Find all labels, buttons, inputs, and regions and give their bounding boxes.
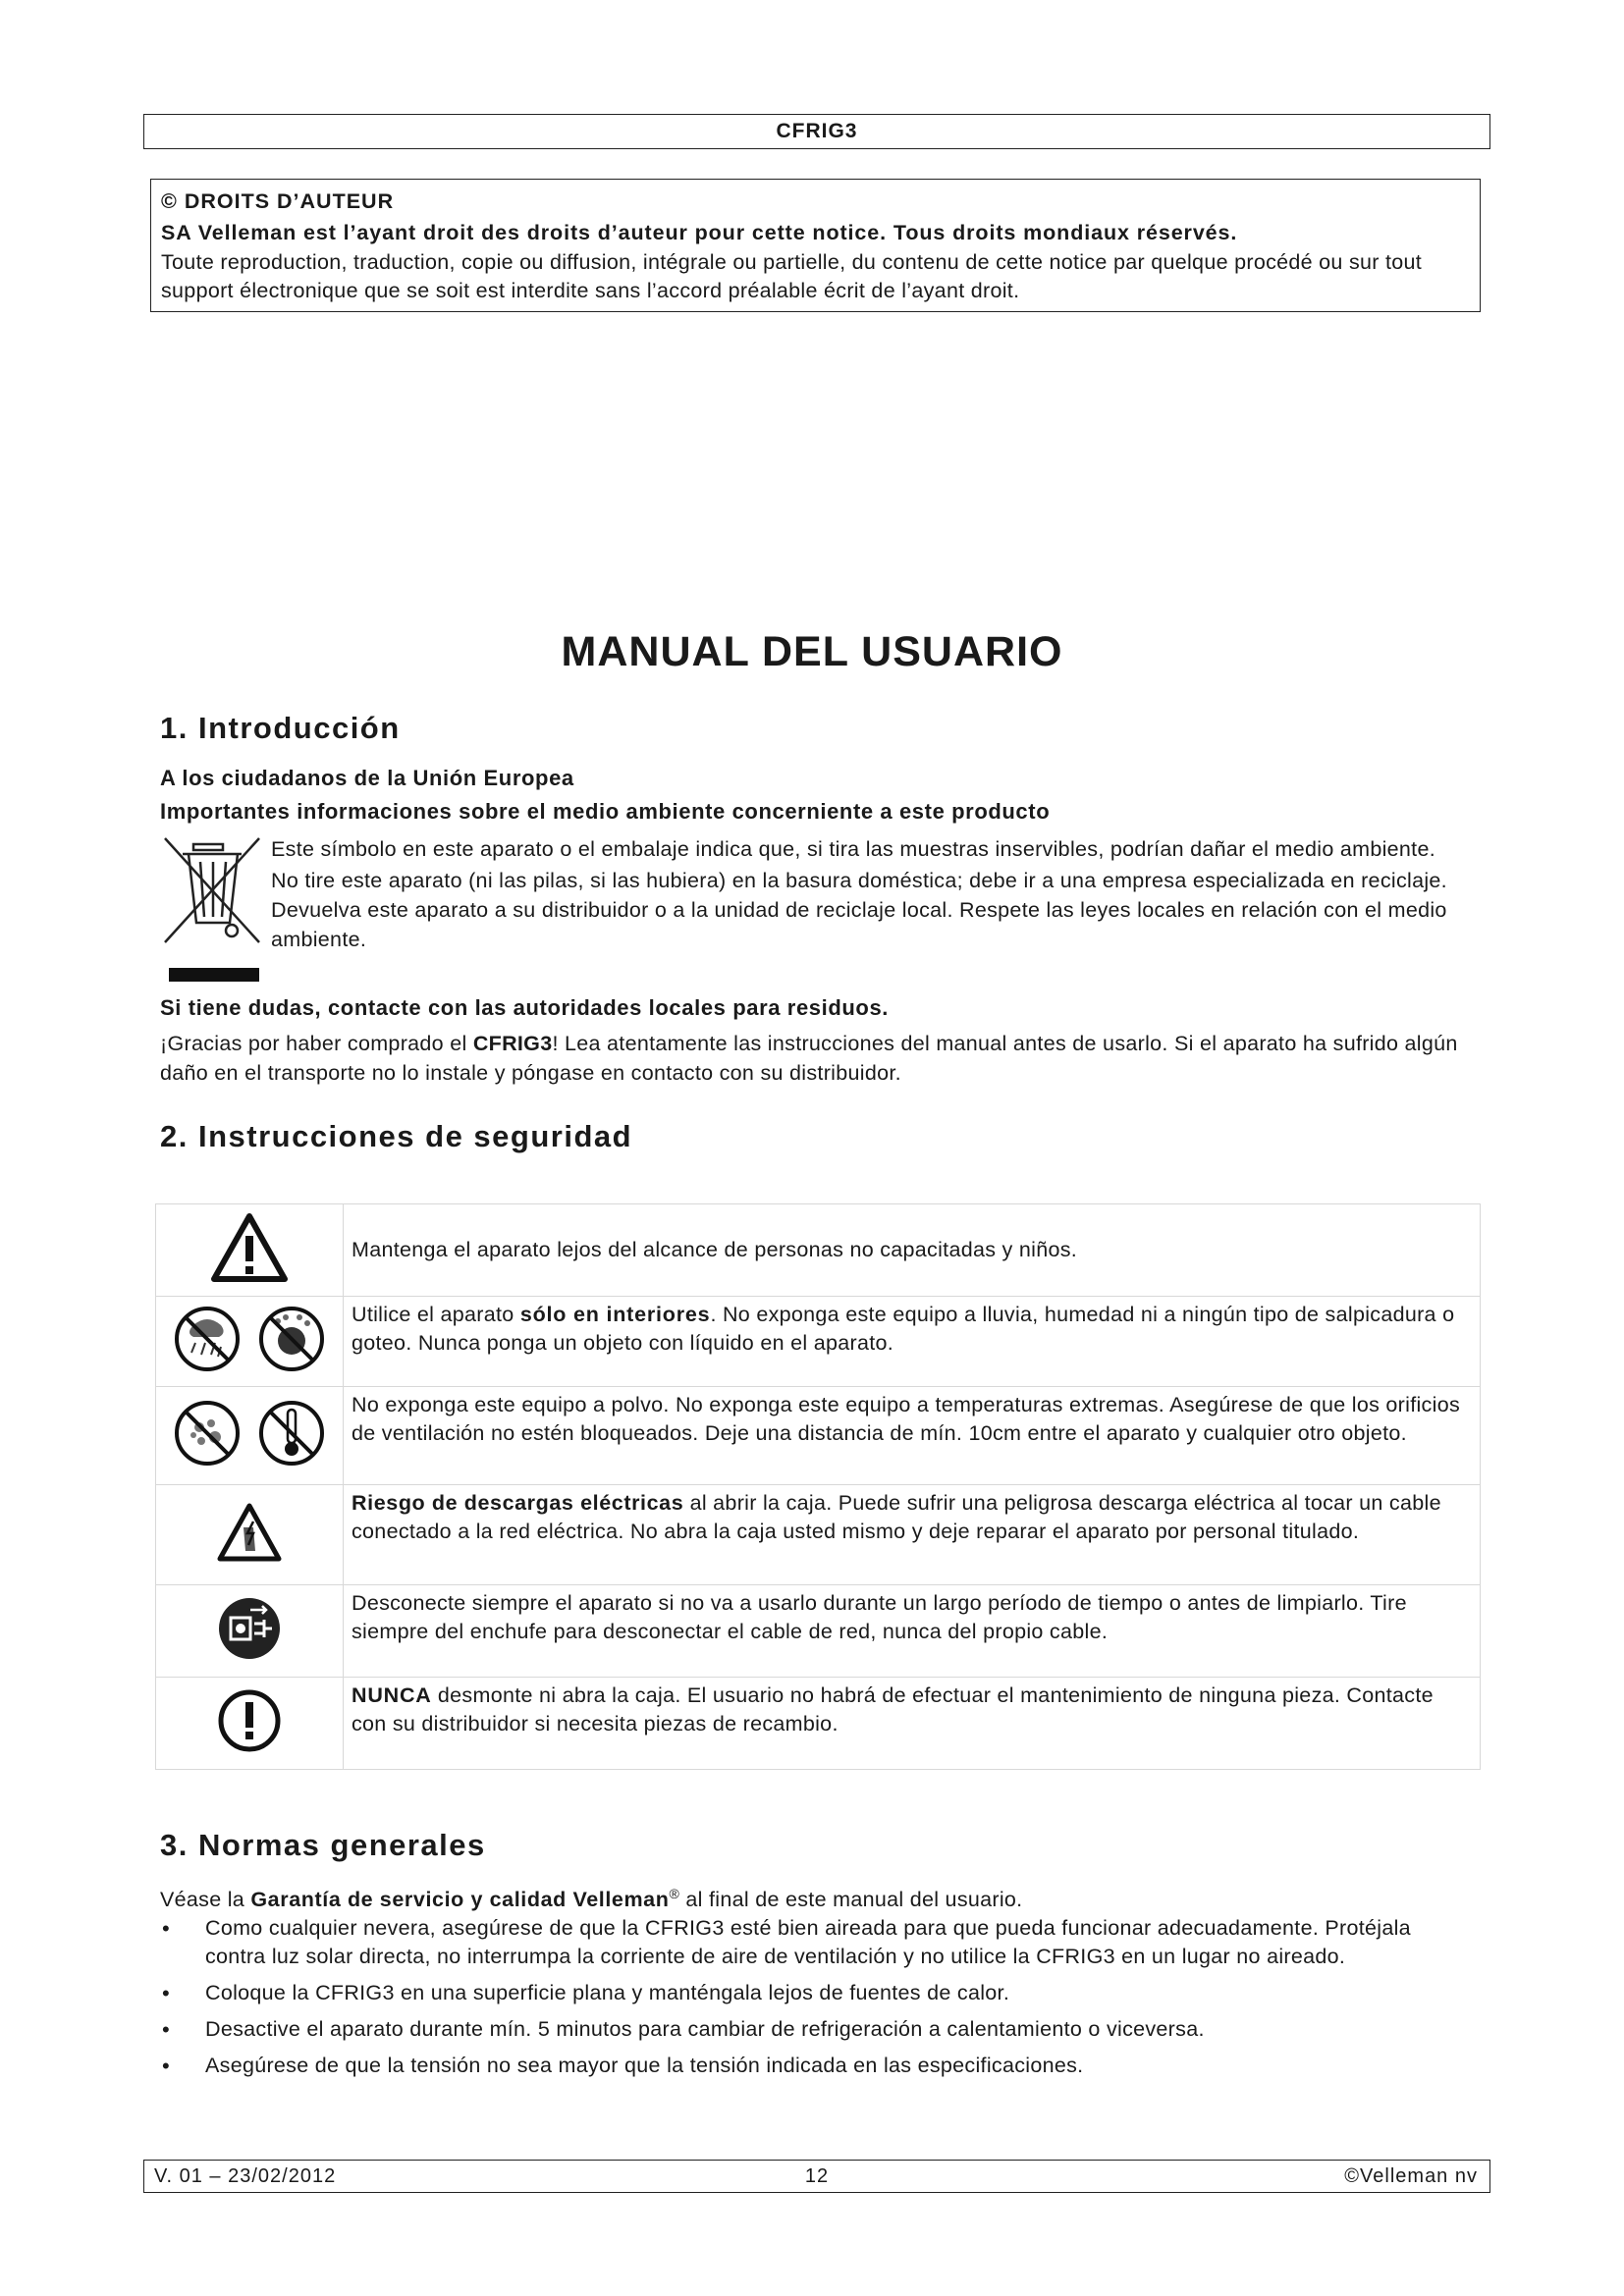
safety-icon-cell	[156, 1387, 344, 1485]
safety-text-6-bold: NUNCA	[352, 1683, 432, 1707]
safety-text-4-bold: Riesgo de descargas eléctricas	[352, 1491, 684, 1515]
safety-icon-cell	[156, 1204, 344, 1297]
list-item: • Asegúrese de que la tensión no sea mayor que la tensión indicada en las especificaciones.	[160, 2052, 1476, 2080]
section1-heading: 1. Introducción	[160, 711, 401, 745]
copyright-bold-text: SA Velleman est l’ayant droit des droits d’auteur pour cette notice. Tous droits mondiaux réservés.	[161, 221, 1238, 244]
safety-text-cell	[344, 1387, 1481, 1485]
safety-text-cell	[344, 1485, 1481, 1585]
safety-text-5: Desconecte siempre el aparato si no va a usarlo durante un largo período de tiempo o antes de limpiarlo. Tire siempre del enchufe para desconectar el cable de red, nunca del propio cable.	[352, 1591, 1407, 1643]
page-title: MANUAL DEL USUARIO	[561, 628, 1063, 675]
page-footer	[143, 2160, 1490, 2193]
warranty-intro-post: al final de este manual del usuario.	[679, 1888, 1023, 1912]
safety-icon-cell	[156, 1678, 344, 1770]
thanks-paragraph	[160, 1029, 1476, 1088]
safety-text-3: No exponga este equipo a polvo. No exponga este equipo a temperaturas extremas. Asegúrese de que los orificios de ventilación no estén bloqueados. Deje una distancia de mín. 10cm entre el aparato y cualquier otro objeto.	[352, 1393, 1460, 1445]
footer-copyright: ©Velleman nv	[1344, 2165, 1478, 2187]
safety-row	[156, 1585, 1481, 1678]
safety-row	[156, 1485, 1481, 1585]
safety-text-cell	[344, 1297, 1481, 1387]
warranty-intro-bold: Garantía de servicio y calidad Velleman	[250, 1888, 670, 1912]
copyright-text: Toute reproduction, traduction, copie ou diffusion, intégrale ou partielle, du contenu de cette notice par quelque procédé ou sur tout support électronique que se soit est interdite sans l’accord préalable écrit de l’ayant droit.	[161, 250, 1423, 302]
weee-bin-icon	[161, 834, 269, 984]
safety-text-cell	[344, 1585, 1481, 1678]
no-water-splash-icon	[256, 1304, 327, 1374]
section3-heading: 3. Normas generales	[160, 1828, 486, 1862]
copyright-title: © DROITS D’AUTEUR	[161, 189, 395, 213]
safety-text-1: Mantenga el aparato lejos del alcance de personas no capacitadas y niños.	[352, 1238, 1078, 1261]
safety-text-6: desmonte ni abra la caja. El usuario no habrá de efectuar el mantenimiento de ninguna pieza. Contacte con su distribuidor si necesita piezas de recambio.	[352, 1683, 1434, 1735]
list-item: • Como cualquier nevera, asegúrese de que la CFRIG3 esté bien aireada para que pueda funcionar adecuadamente. Protéjala contra luz solar directa, no interrumpa la corriente de aire de ventilación y no utilice la CFRIG3 en un lugar no aireado.	[160, 1914, 1476, 1971]
page-header	[143, 114, 1490, 149]
no-dust-icon	[172, 1398, 243, 1468]
safety-icon-cell	[156, 1485, 344, 1585]
safety-text-cell	[344, 1678, 1481, 1770]
copyright-box	[150, 179, 1481, 312]
header-model: CFRIG3	[776, 120, 858, 142]
safety-text-cell	[344, 1204, 1481, 1297]
thanks-product: CFRIG3	[472, 1032, 553, 1055]
safety-row	[156, 1678, 1481, 1770]
general-rules-list	[160, 1914, 1476, 2088]
section2-heading: 2. Instrucciones de seguridad	[160, 1119, 633, 1153]
warranty-intro-pre: Véase la	[160, 1888, 251, 1912]
list-item: • Desactive el aparato durante mín. 5 minutos para cambiar de refrigeración a calentamiento o viceversa.	[160, 2015, 1476, 2044]
warranty-intro	[160, 1879, 1476, 1914]
thanks-pre: ¡Gracias por haber comprado el	[160, 1032, 473, 1055]
thanks-post: ! Lea atentamente las instrucciones del manual antes de usarlo. Si el aparato ha sufrido algún daño en el transporte no lo instale y póngase en contacto con su distribuidor.	[160, 1032, 1458, 1085]
safety-text-2-pre: Utilice el aparato	[352, 1303, 520, 1326]
footer-page-number: 12	[804, 2165, 830, 2187]
weee-paragraph-1: Este símbolo en este aparato o el embalaje indica que, si tira las muestras inservibles, podrían dañar el medio ambiente.	[271, 837, 1435, 861]
safety-row	[156, 1204, 1481, 1297]
no-rain-icon	[172, 1304, 243, 1374]
no-extreme-temperature-icon	[256, 1398, 327, 1468]
registered-mark: ®	[669, 1886, 680, 1901]
eu-citizens-line: A los ciudadanos de la Unión Europea	[160, 766, 574, 790]
contact-authorities-line: Si tiene dudas, contacte con las autoridades locales para residuos.	[160, 995, 889, 1020]
safety-icon-cell	[156, 1297, 344, 1387]
environment-info-line: Importantes informaciones sobre el medio ambiente concerniente a este producto	[160, 799, 1051, 824]
footer-version: V. 01 – 23/02/2012	[154, 2165, 337, 2187]
weee-paragraph-2: No tire este aparato (ni las pilas, si las hubiera) en la basura doméstica; debe ir a una empresa especializada en reciclaje. Devuelva este aparato a su distribuidor o a la unidad de reciclaje local. Respete las leyes locales en relación con el medio ambiente.	[271, 869, 1447, 951]
electric-shock-warning-icon	[216, 1502, 283, 1563]
weee-text	[271, 834, 1469, 956]
safety-row	[156, 1387, 1481, 1485]
caution-exclamation-icon	[217, 1688, 282, 1753]
unplug-icon	[215, 1594, 284, 1663]
safety-icon-cell	[156, 1585, 344, 1678]
safety-text-2: . No exponga este equipo a lluvia, humedad ni a ningún tipo de salpicadura o goteo. Nunca ponga un objeto con líquido en el aparato.	[352, 1303, 1455, 1355]
warning-triangle-icon	[210, 1212, 289, 1283]
safety-row	[156, 1297, 1481, 1387]
list-item: • Coloque la CFRIG3 en una superficie plana y manténgala lejos de fuentes de calor.	[160, 1979, 1476, 2007]
safety-text-4: al abrir la caja. Puede sufrir una peligrosa descarga eléctrica al tocar un cable conectado a la red eléctrica. No abra la caja usted mismo y deje reparar el aparato por personal titulado.	[352, 1491, 1441, 1543]
safety-text-2-bold: sólo en interiores	[519, 1303, 711, 1326]
safety-table	[155, 1203, 1481, 1770]
